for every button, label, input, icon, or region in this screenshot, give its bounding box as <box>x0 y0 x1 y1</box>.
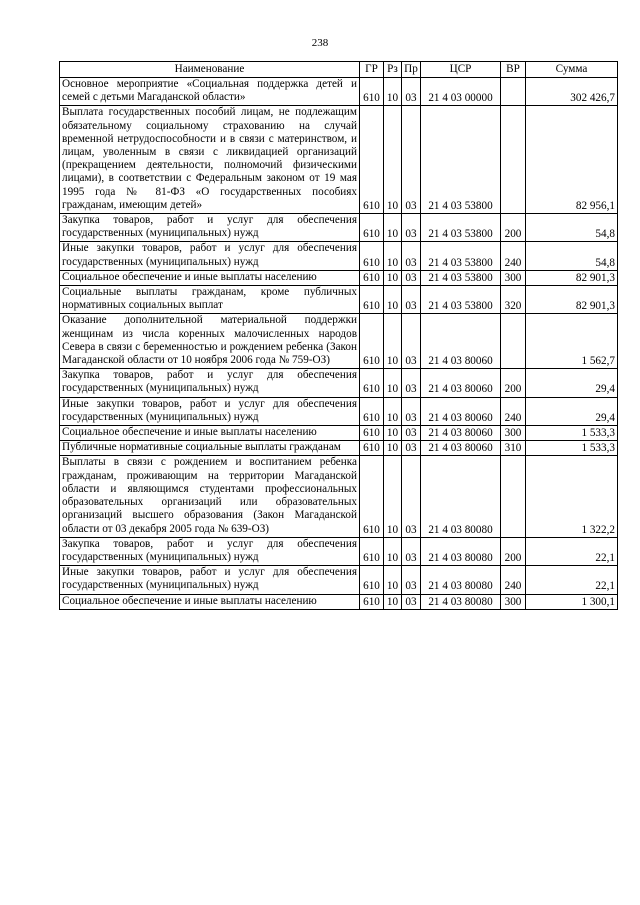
cell-gr: 610 <box>360 537 384 565</box>
header-rz: Рз <box>384 62 402 78</box>
table-row <box>60 397 618 425</box>
cell-pr: 03 <box>402 286 421 314</box>
cell-sum: 54,8 <box>526 242 618 270</box>
cell-name: Иные закупки товаров, работ и услуг для обеспечения государственных (муниципальных) нужд <box>60 397 360 425</box>
cell-vr: 240 <box>501 566 526 594</box>
table-body <box>60 78 618 610</box>
cell-sum: 1 300,1 <box>526 594 618 609</box>
cell-pr: 03 <box>402 314 421 369</box>
cell-name: Закупка товаров, работ и услуг для обеспечения государственных (муниципальных) нужд <box>60 369 360 397</box>
cell-pr: 03 <box>402 214 421 242</box>
cell-sum: 54,8 <box>526 214 618 242</box>
cell-vr: 200 <box>501 369 526 397</box>
cell-csr: 21 4 03 53800 <box>421 270 501 285</box>
table-row <box>60 537 618 565</box>
cell-rz: 10 <box>384 397 402 425</box>
cell-vr <box>501 456 526 537</box>
cell-csr: 21 4 03 53800 <box>421 106 501 214</box>
cell-sum: 1 533,3 <box>526 441 618 456</box>
table-row <box>60 441 618 456</box>
table-row <box>60 369 618 397</box>
cell-gr: 610 <box>360 426 384 441</box>
cell-rz: 10 <box>384 286 402 314</box>
cell-pr: 03 <box>402 78 421 106</box>
cell-gr: 610 <box>360 456 384 537</box>
cell-csr: 21 4 03 80060 <box>421 314 501 369</box>
cell-gr: 610 <box>360 397 384 425</box>
cell-csr: 21 4 03 53800 <box>421 214 501 242</box>
cell-gr: 610 <box>360 78 384 106</box>
cell-csr: 21 4 03 80080 <box>421 594 501 609</box>
cell-sum: 29,4 <box>526 397 618 425</box>
table-row <box>60 214 618 242</box>
cell-rz: 10 <box>384 106 402 214</box>
cell-sum: 1 533,3 <box>526 426 618 441</box>
cell-name: Социальное обеспечение и иные выплаты населению <box>60 426 360 441</box>
cell-gr: 610 <box>360 369 384 397</box>
cell-pr: 03 <box>402 566 421 594</box>
cell-csr: 21 4 03 00000 <box>421 78 501 106</box>
cell-sum: 1 322,2 <box>526 456 618 537</box>
cell-vr: 200 <box>501 214 526 242</box>
cell-sum: 1 562,7 <box>526 314 618 369</box>
cell-csr: 21 4 03 80080 <box>421 566 501 594</box>
cell-sum: 82 901,3 <box>526 286 618 314</box>
cell-name: Выплаты в связи с рождением и воспитанием ребенка гражданам, проживающим на территории Магаданской области и являющимся студентами профессиональных образовательных организаций или образовательных организаций высшего образования (Закон Магаданской области от 03 декабря 2005 года № 639-ОЗ) <box>60 456 360 537</box>
cell-vr: 300 <box>501 270 526 285</box>
cell-vr: 300 <box>501 426 526 441</box>
cell-rz: 10 <box>384 537 402 565</box>
cell-rz: 10 <box>384 214 402 242</box>
cell-vr: 240 <box>501 397 526 425</box>
table-row <box>60 566 618 594</box>
cell-csr: 21 4 03 80060 <box>421 397 501 425</box>
cell-rz: 10 <box>384 78 402 106</box>
cell-name: Выплата государственных пособий лицам, не подлежащим обязательному социальному страхованию на случай временной нетрудоспособности и в связи с материнством, и лицам, уволенным в связи с ликвидацией организаций (прекращением деятельности, полномочий физическими лицами), в соответствии с Федеральным законом от 19 мая 1995 года № 81-ФЗ «О государственных пособиях гражданам, имеющим детей» <box>60 106 360 214</box>
cell-name: Основное мероприятие «Социальная поддержка детей и семей с детьми Магаданской области» <box>60 78 360 106</box>
header-csr: ЦСР <box>421 62 501 78</box>
cell-gr: 610 <box>360 214 384 242</box>
cell-name: Оказание дополнительной материальной поддержки женщинам из числа коренных малочисленных народов Севера в связи с беременностью и рождением ребенка (Закон Магаданской области от 10 ноября 2006 года № 759-ОЗ) <box>60 314 360 369</box>
cell-csr: 21 4 03 80060 <box>421 426 501 441</box>
cell-gr: 610 <box>360 314 384 369</box>
header-pr: Пр <box>402 62 421 78</box>
cell-gr: 610 <box>360 106 384 214</box>
cell-gr: 610 <box>360 441 384 456</box>
table-row <box>60 242 618 270</box>
cell-vr: 300 <box>501 594 526 609</box>
cell-csr: 21 4 03 53800 <box>421 242 501 270</box>
cell-csr: 21 4 03 53800 <box>421 286 501 314</box>
cell-rz: 10 <box>384 314 402 369</box>
cell-vr: 320 <box>501 286 526 314</box>
cell-pr: 03 <box>402 106 421 214</box>
table-row <box>60 286 618 314</box>
cell-name: Закупка товаров, работ и услуг для обеспечения государственных (муниципальных) нужд <box>60 214 360 242</box>
table-row <box>60 106 618 214</box>
cell-sum: 22,1 <box>526 566 618 594</box>
cell-gr: 610 <box>360 270 384 285</box>
table-row <box>60 314 618 369</box>
cell-name: Иные закупки товаров, работ и услуг для обеспечения государственных (муниципальных) нужд <box>60 242 360 270</box>
cell-rz: 10 <box>384 270 402 285</box>
cell-rz: 10 <box>384 441 402 456</box>
table-row <box>60 594 618 609</box>
cell-gr: 610 <box>360 566 384 594</box>
cell-csr: 21 4 03 80060 <box>421 441 501 456</box>
cell-pr: 03 <box>402 426 421 441</box>
page-number: 238 <box>311 37 329 49</box>
cell-csr: 21 4 03 80080 <box>421 456 501 537</box>
budget-table <box>59 61 618 610</box>
table-row <box>60 78 618 106</box>
cell-pr: 03 <box>402 397 421 425</box>
cell-csr: 21 4 03 80080 <box>421 537 501 565</box>
cell-vr: 240 <box>501 242 526 270</box>
cell-pr: 03 <box>402 242 421 270</box>
header-gr: ГР <box>360 62 384 78</box>
cell-sum: 22,1 <box>526 537 618 565</box>
cell-pr: 03 <box>402 537 421 565</box>
cell-pr: 03 <box>402 270 421 285</box>
cell-sum: 82 901,3 <box>526 270 618 285</box>
cell-name: Иные закупки товаров, работ и услуг для обеспечения государственных (муниципальных) нужд <box>60 566 360 594</box>
cell-gr: 610 <box>360 242 384 270</box>
cell-name: Социальное обеспечение и иные выплаты населению <box>60 594 360 609</box>
cell-name: Социальные выплаты гражданам, кроме публичных нормативных социальных выплат <box>60 286 360 314</box>
cell-rz: 10 <box>384 242 402 270</box>
cell-vr <box>501 78 526 106</box>
header-sum: Сумма <box>526 62 618 78</box>
cell-sum: 29,4 <box>526 369 618 397</box>
cell-vr: 310 <box>501 441 526 456</box>
cell-sum: 302 426,7 <box>526 78 618 106</box>
header-vr: ВР <box>501 62 526 78</box>
table-row <box>60 456 618 537</box>
cell-sum: 82 956,1 <box>526 106 618 214</box>
cell-vr <box>501 106 526 214</box>
cell-pr: 03 <box>402 594 421 609</box>
cell-rz: 10 <box>384 426 402 441</box>
cell-vr: 200 <box>501 537 526 565</box>
cell-rz: 10 <box>384 594 402 609</box>
cell-pr: 03 <box>402 441 421 456</box>
header-row <box>60 62 618 78</box>
cell-name: Публичные нормативные социальные выплаты гражданам <box>60 441 360 456</box>
cell-pr: 03 <box>402 369 421 397</box>
table-row <box>60 270 618 285</box>
cell-csr: 21 4 03 80060 <box>421 369 501 397</box>
cell-rz: 10 <box>384 456 402 537</box>
header-name: Наименование <box>60 62 360 78</box>
cell-rz: 10 <box>384 566 402 594</box>
cell-name: Закупка товаров, работ и услуг для обеспечения государственных (муниципальных) нужд <box>60 537 360 565</box>
cell-name: Социальное обеспечение и иные выплаты населению <box>60 270 360 285</box>
cell-pr: 03 <box>402 456 421 537</box>
cell-vr <box>501 314 526 369</box>
cell-rz: 10 <box>384 369 402 397</box>
cell-gr: 610 <box>360 286 384 314</box>
cell-gr: 610 <box>360 594 384 609</box>
table-row <box>60 426 618 441</box>
